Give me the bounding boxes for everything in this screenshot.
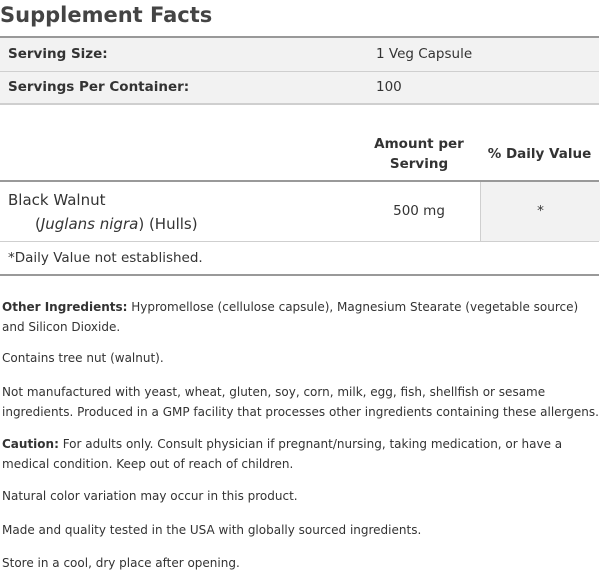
- caution-text: For adults only. Consult physician if pregnant/nursing, taking medication, or have a medical condition. Keep out of reach of children.: [2, 437, 563, 471]
- serving-size-value: 1 Veg Capsule: [376, 46, 473, 62]
- source-open-paren: (: [35, 215, 41, 233]
- caution-label: Caution:: [2, 437, 59, 451]
- servings-per-container-value: 100: [376, 79, 402, 95]
- daily-value-footnote: *Daily Value not established.: [8, 250, 203, 266]
- ingredient-name: Black Walnut: [8, 191, 106, 209]
- servings-per-container-label: Servings Per Container:: [8, 79, 190, 95]
- not-manufactured-statement: Not manufactured with yeast, wheat, gluten, soy, corn, milk, egg, fish, shellfish or sesame ingredients. Produced in a GMP facility that processes other ingredients containing these allergens.: [2, 385, 599, 419]
- latin-name: Juglans nigra: [40, 215, 139, 233]
- made-in-usa-note: Made and quality tested in the USA with globally sourced ingredients.: [2, 523, 422, 537]
- servings-per-container-row: [0, 72, 599, 104]
- other-ingredients-text: Hypromellose (cellulose capsule), Magnesium Stearate (vegetable source) and Silicon Dioxide.: [2, 300, 579, 334]
- ingredient-row: [0, 182, 599, 242]
- ingredient-source: [35, 214, 198, 234]
- amount-header-line1: Amount per: [374, 136, 464, 152]
- caution-statement: [2, 435, 599, 474]
- serving-divider: [0, 104, 599, 105]
- daily-value-header: % Daily Value: [487, 146, 592, 162]
- other-ingredients: [2, 298, 599, 337]
- serving-size-label: Serving Size:: [8, 46, 108, 62]
- bottom-divider: [0, 274, 599, 276]
- amount-header-line2: Serving: [389, 156, 449, 172]
- supplement-facts-title: Supplement Facts: [0, 3, 213, 27]
- amount-per-serving-header: [358, 134, 480, 174]
- allergen-statement: Contains tree nut (walnut).: [2, 351, 164, 365]
- source-part: ) (Hulls): [138, 215, 198, 233]
- other-ingredients-label: Other Ingredients:: [2, 300, 128, 314]
- color-variation-note: Natural color variation may occur in this product.: [2, 489, 298, 503]
- ingredient-amount: 500 mg: [393, 203, 445, 219]
- ingredient-daily-value: *: [480, 182, 600, 241]
- serving-size-row: [0, 38, 599, 72]
- storage-note: Store in a cool, dry place after opening.: [2, 556, 240, 570]
